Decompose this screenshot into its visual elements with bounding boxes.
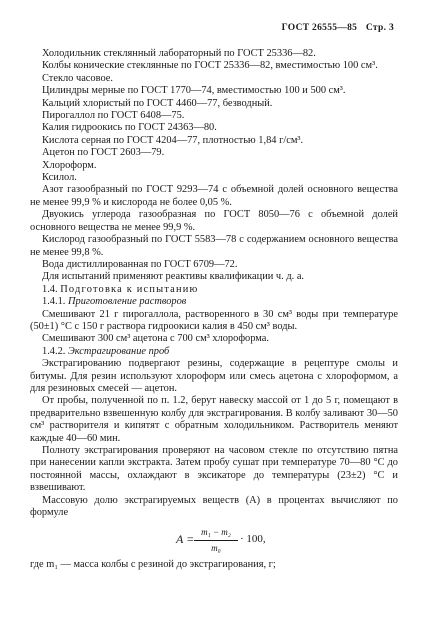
line-3: Стекло часовое. <box>42 72 113 84</box>
line-2: Колбы конические стеклянные по ГОСТ 25336—82, вместимостью 100 см³. <box>42 60 378 72</box>
section-title: Экстрагирование проб <box>68 345 170 357</box>
paragraph-141b: Смешивают 300 см³ ацетона с 700 см³ хлороформа. <box>42 333 270 345</box>
line-10: Хлороформ. <box>42 159 97 171</box>
formula-numerator: m₁ − m₂ <box>194 526 238 540</box>
formula-mass-fraction <box>176 526 398 552</box>
line-14: Кислород газообразный по ГОСТ 5583—78 с содержанием основного вещества не менее 99,8 %. <box>30 234 398 258</box>
section-heading-1-4-2 <box>30 346 398 358</box>
line-13: Двуокись углерода газообразная по ГОСТ 8050—76 с объемной долей основного вещества не менее 99,9 %. <box>30 209 398 233</box>
paragraph-142c: Полноту экстрагирования проверяют на часовом стекле по отсутствию пятна при нанесении капли экстракта. Затем пробу сушат при температуре 70—80 °С до постоянной массы, охлаждают в эксикаторе до температуры (23±2) °С и взвешивают. <box>30 445 398 494</box>
formula-denominator: m₀ <box>211 542 221 553</box>
section-number: 1.4.2. <box>42 345 66 357</box>
section-number: 1.4.1. <box>42 296 66 308</box>
line-1: Холодильник стеклянный лабораторный по ГОСТ 25336—82. <box>42 48 316 59</box>
line-6: Пирогаллол по ГОСТ 6408—75. <box>42 110 185 122</box>
line-4: Цилиндры мерные по ГОСТ 1770—74, вместимостью 100 и 500 см³. <box>42 85 346 97</box>
formula-lhs: A = <box>176 532 195 547</box>
line-15: Вода дистиллированная по ГОСТ 6709—72. <box>42 258 238 270</box>
section-title: Приготовление растворов <box>68 296 187 308</box>
paragraph-142b: От пробы, полученной по п. 1.2, берут навеску массой от 1 до 5 г, помещают в предварительно взвешенную колбу для экстрагирования. В колбу заливают 30—50 см³ растворителя и кипятят с обратным холодильником. Растворитель меняют каждые 40—60 мин. <box>30 395 398 444</box>
paragraph-142d: Массовую долю экстрагируемых веществ (А) в процентах вычисляют по формуле <box>30 494 398 519</box>
standard-number: ГОСТ 26555—85 <box>281 23 358 33</box>
page-number: Стр. 3 <box>365 23 394 33</box>
section-title: Подготовка к испытанию <box>60 283 199 295</box>
section-heading-1-4 <box>30 284 398 296</box>
line-5: Кальций хлористый по ГОСТ 4460—77, безводный. <box>42 97 273 109</box>
line-8: Кислота серная по ГОСТ 4204—77, плотностью 1,84 г/см³. <box>42 134 304 146</box>
line-12: Азот газообразный по ГОСТ 9293—74 с объемной долей основного вещества не менее 99,9 % и кислорода не более 0,05 %. <box>30 184 398 208</box>
line-9: Ацетон по ГОСТ 2603—79. <box>42 147 165 159</box>
line-16: Для испытаний применяют реактивы квалификации ч. д. а. <box>42 271 305 283</box>
line-7: Калия гидроокись по ГОСТ 24363—80. <box>42 122 217 134</box>
paragraph-142a: Экстрагированию подвергают резины, содержащие в рецептуре смолы и битумы. Для резин используют хлороформ или смесь ацетона с хлороформом, а для резиновых смесей — ацетон. <box>30 358 398 394</box>
formula-fraction <box>194 526 238 554</box>
section-number: 1.4. <box>42 283 58 295</box>
formula-multiplier: · 100, <box>240 533 266 546</box>
section-heading-1-4-1 <box>30 296 398 308</box>
paragraph-141a: Смешивают 21 г пирогаллола, растворенного в 30 см³ воды при температуре (50±1) °С с 150 г раствора гидроокиси калия в 450 см³ воды. <box>30 308 398 332</box>
line-11: Ксилол. <box>42 172 77 184</box>
document-body <box>30 48 398 572</box>
paragraph-where: где m₁ — масса колбы с резиной до экстрагирования, г; <box>30 559 276 571</box>
page-header <box>276 23 394 33</box>
